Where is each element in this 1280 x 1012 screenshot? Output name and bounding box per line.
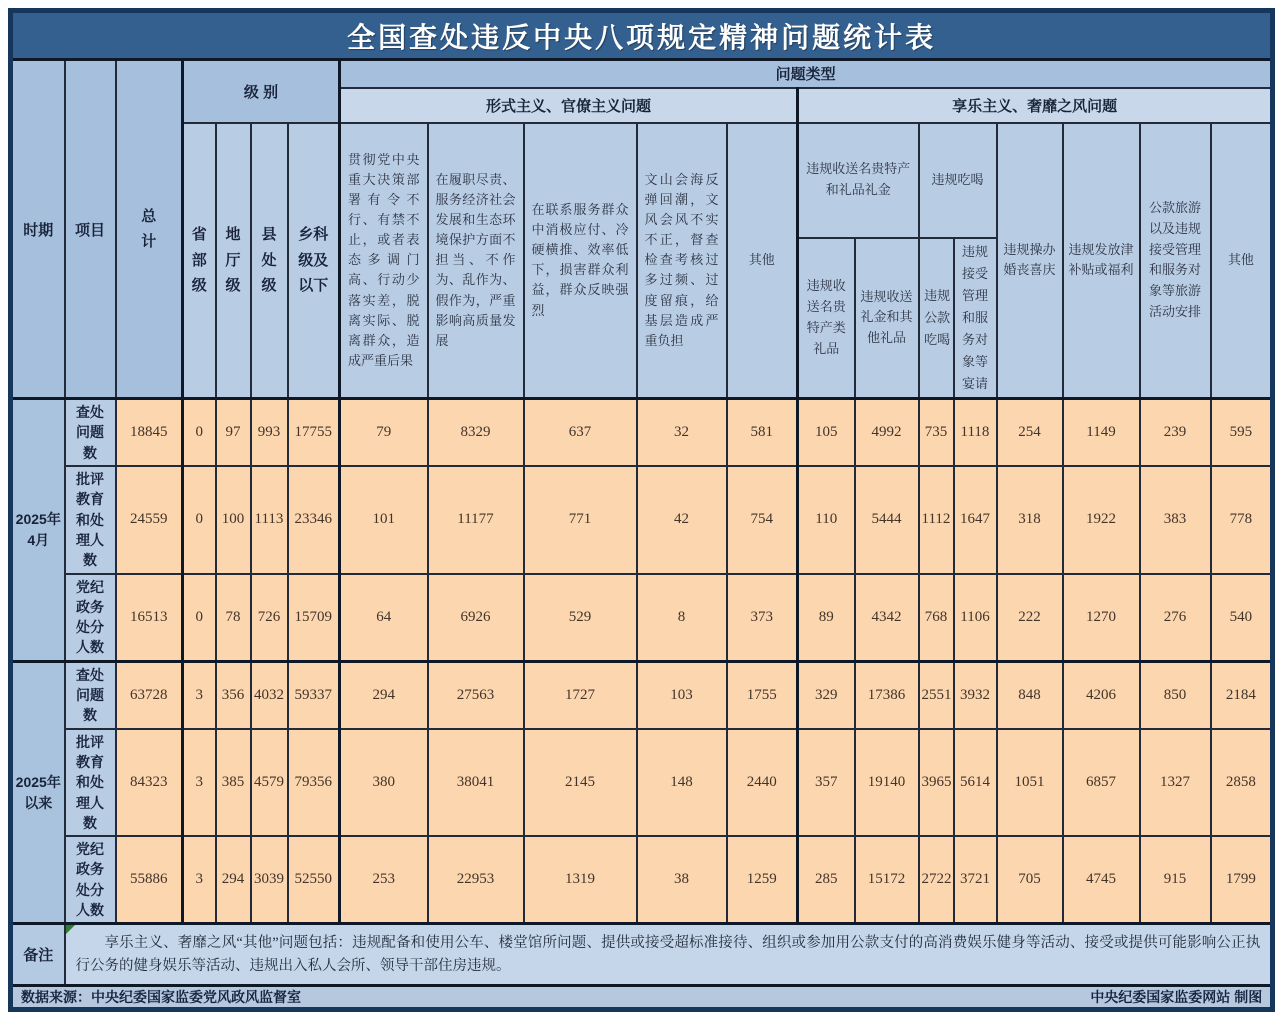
data-cell: 100 — [216, 466, 251, 573]
footer-cell — [11, 986, 1273, 1010]
data-cell: 529 — [524, 574, 637, 662]
data-cell: 3 — [183, 661, 216, 728]
data-cell: 726 — [251, 574, 288, 662]
data-cell: 103 — [637, 661, 727, 728]
data-cell: 2858 — [1211, 729, 1273, 836]
data-cell: 18845 — [116, 399, 183, 466]
data-cell: 148 — [637, 729, 727, 836]
col-header-gifts-group: 违规收送名贵特产和礼品礼金 — [798, 123, 919, 238]
data-cell: 97 — [216, 399, 251, 466]
data-cell: 27563 — [428, 661, 524, 728]
data-cell: 3932 — [954, 661, 997, 728]
title-row — [11, 11, 1273, 60]
statistics-table — [8, 8, 1275, 1012]
table-row — [11, 729, 1273, 836]
data-cell: 0 — [183, 399, 216, 466]
data-cell: 1799 — [1211, 836, 1273, 924]
col-header-level-group: 级 别 — [183, 60, 340, 123]
row-label: 查处问题数 — [65, 661, 116, 728]
data-cell: 1149 — [1063, 399, 1140, 466]
data-cell: 1113 — [251, 466, 288, 573]
col-header-formalism-3: 在联系服务群众中消极应付、冷硬横推、效率低下，损害群众利益，群众反映强烈 — [524, 123, 637, 399]
data-cell: 540 — [1211, 574, 1273, 662]
data-cell: 23346 — [288, 466, 340, 573]
data-cell: 2145 — [524, 729, 637, 836]
data-cell: 4745 — [1063, 836, 1140, 924]
data-cell: 15172 — [855, 836, 919, 924]
data-cell: 1259 — [727, 836, 798, 924]
col-header-dining-banquet: 违规接受管理和服务对象等宴请 — [954, 238, 997, 399]
note-row — [11, 924, 1273, 986]
data-cell: 16513 — [116, 574, 183, 662]
data-cell: 1270 — [1063, 574, 1140, 662]
data-cell: 993 — [251, 399, 288, 466]
row-label: 批评教育和处理人数 — [65, 466, 116, 573]
col-header-level-township: 乡科级及以下 — [288, 123, 340, 399]
data-cell: 373 — [727, 574, 798, 662]
data-cell: 735 — [919, 399, 954, 466]
data-cell: 0 — [183, 466, 216, 573]
data-cell: 0 — [183, 574, 216, 662]
col-header-formalism-band: 形式主义、官僚主义问题 — [340, 88, 798, 123]
note-text: 享乐主义、奢靡之风“其他”问题包括：违规配备和使用公车、楼堂馆所问题、提供或接受超标准接待、组织或参加用公款支付的高消费娱乐健身等活动、接受或提供可能影响公正执行公务的健身娱乐等活动、违规出入私人会所、领导干部住房违规。 — [75, 934, 1261, 974]
note-cell — [65, 924, 1273, 986]
data-cell: 318 — [997, 466, 1063, 573]
col-header-gifts-cash: 违规收送礼金和其他礼品 — [855, 238, 919, 399]
data-cell: 6857 — [1063, 729, 1140, 836]
col-header-level-province: 省部级 — [183, 123, 216, 399]
header-row-1 — [11, 60, 1273, 88]
table-row — [11, 574, 1273, 662]
col-header-hedonism-other: 其他 — [1211, 123, 1273, 399]
col-header-dining-group: 违规吃喝 — [919, 123, 997, 238]
data-cell: 705 — [997, 836, 1063, 924]
data-cell: 2722 — [919, 836, 954, 924]
data-cell: 1106 — [954, 574, 997, 662]
col-header-level-county: 县处级 — [251, 123, 288, 399]
data-cell: 1319 — [524, 836, 637, 924]
data-cell: 3039 — [251, 836, 288, 924]
data-cell: 38 — [637, 836, 727, 924]
data-cell: 4342 — [855, 574, 919, 662]
data-cell: 2440 — [727, 729, 798, 836]
cell-corner-marker — [66, 925, 75, 934]
data-cell: 276 — [1140, 574, 1211, 662]
data-cell: 2184 — [1211, 661, 1273, 728]
table-row — [11, 836, 1273, 924]
col-header-total-text: 总计 — [141, 207, 157, 251]
data-cell: 63728 — [116, 661, 183, 728]
data-cell: 22953 — [428, 836, 524, 924]
data-cell: 8 — [637, 574, 727, 662]
data-cell: 239 — [1140, 399, 1211, 466]
col-header-dining-public: 违规公款吃喝 — [919, 238, 954, 399]
data-cell: 32 — [637, 399, 727, 466]
footer-row — [11, 986, 1273, 1010]
data-cell: 4579 — [251, 729, 288, 836]
data-cell: 253 — [340, 836, 428, 924]
data-cell: 285 — [798, 836, 855, 924]
col-header-allowances: 违规发放津补贴或福利 — [1063, 123, 1140, 399]
data-cell: 222 — [997, 574, 1063, 662]
data-cell: 105 — [798, 399, 855, 466]
data-cell: 84323 — [116, 729, 183, 836]
data-cell: 4032 — [251, 661, 288, 728]
data-cell: 3721 — [954, 836, 997, 924]
data-cell: 768 — [919, 574, 954, 662]
data-cell: 79 — [340, 399, 428, 466]
data-cell: 3 — [183, 836, 216, 924]
data-cell: 4206 — [1063, 661, 1140, 728]
data-cell: 15709 — [288, 574, 340, 662]
data-cell: 89 — [798, 574, 855, 662]
data-cell: 24559 — [116, 466, 183, 573]
col-header-item: 项目 — [65, 60, 116, 399]
data-cell: 595 — [1211, 399, 1273, 466]
data-cell: 5444 — [855, 466, 919, 573]
col-header-level-prefecture: 地厅级 — [216, 123, 251, 399]
data-cell: 915 — [1140, 836, 1211, 924]
data-cell: 5614 — [954, 729, 997, 836]
data-cell: 1051 — [997, 729, 1063, 836]
data-cell: 357 — [798, 729, 855, 836]
row-label: 党纪政务处分人数 — [65, 574, 116, 662]
data-cell: 19140 — [855, 729, 919, 836]
data-cell: 1112 — [919, 466, 954, 573]
col-header-period: 时期 — [11, 60, 65, 399]
data-cell: 383 — [1140, 466, 1211, 573]
col-header-gifts-specialty: 违规收送名贵特产类礼品 — [798, 238, 855, 399]
header-row-3 — [11, 123, 1273, 238]
data-cell: 4992 — [855, 399, 919, 466]
row-label: 查处问题数 — [65, 399, 116, 466]
col-header-hedonism-band: 享乐主义、奢靡之风问题 — [798, 88, 1273, 123]
col-header-weddings: 违规操办婚丧喜庆 — [997, 123, 1063, 399]
data-cell: 3965 — [919, 729, 954, 836]
data-cell: 6926 — [428, 574, 524, 662]
col-header-formalism-2: 在履职尽责、服务经济社会发展和生态环境保护方面不担当、不作为、乱作为、假作为，严重影响高质量发展 — [428, 123, 524, 399]
statistics-table-sheet — [8, 8, 1275, 1012]
data-cell: 848 — [997, 661, 1063, 728]
data-cell: 8329 — [428, 399, 524, 466]
data-cell: 101 — [340, 466, 428, 573]
data-cell: 294 — [340, 661, 428, 728]
data-cell: 17386 — [855, 661, 919, 728]
data-cell: 78 — [216, 574, 251, 662]
data-cell: 11177 — [428, 466, 524, 573]
data-cell: 42 — [637, 466, 727, 573]
row-label: 批评教育和处理人数 — [65, 729, 116, 836]
table-row — [11, 466, 1273, 573]
note-label: 备注 — [11, 924, 65, 986]
table-row — [11, 661, 1273, 728]
period-label: 2025年以来 — [11, 661, 65, 924]
data-cell: 771 — [524, 466, 637, 573]
col-header-formalism-4: 文山会海反弹回潮，文风会风不实不正，督查检查考核过多过频、过度留痕，给基层造成严重负担 — [637, 123, 727, 399]
data-cell: 79356 — [288, 729, 340, 836]
data-cell: 2551 — [919, 661, 954, 728]
col-header-travel: 公款旅游以及违规接受管理和服务对象等旅游活动安排 — [1140, 123, 1211, 399]
data-cell: 1327 — [1140, 729, 1211, 836]
data-cell: 385 — [216, 729, 251, 836]
data-cell: 1727 — [524, 661, 637, 728]
data-cell: 754 — [727, 466, 798, 573]
data-cell: 52550 — [288, 836, 340, 924]
footer-credit: 中央纪委国家监委网站 制图 — [1090, 989, 1263, 1006]
data-cell: 329 — [798, 661, 855, 728]
col-header-problem-type: 问题类型 — [340, 60, 1273, 88]
data-cell: 380 — [340, 729, 428, 836]
data-cell: 64 — [340, 574, 428, 662]
data-cell: 294 — [216, 836, 251, 924]
data-cell: 637 — [524, 399, 637, 466]
data-cell: 55886 — [116, 836, 183, 924]
period-label: 2025年4月 — [11, 399, 65, 662]
row-label: 党纪政务处分人数 — [65, 836, 116, 924]
data-cell: 1647 — [954, 466, 997, 573]
data-cell: 1118 — [954, 399, 997, 466]
data-cell: 581 — [727, 399, 798, 466]
data-cell: 1922 — [1063, 466, 1140, 573]
footer-source: 数据来源：中央纪委国家监委党风政风监督室 — [21, 989, 301, 1006]
data-cell: 254 — [997, 399, 1063, 466]
data-cell: 356 — [216, 661, 251, 728]
col-header-formalism-other: 其他 — [727, 123, 798, 399]
col-header-total — [116, 60, 183, 399]
data-cell: 110 — [798, 466, 855, 573]
data-cell: 3 — [183, 729, 216, 836]
data-cell: 38041 — [428, 729, 524, 836]
col-header-formalism-1: 贯彻党中央重大决策部署有令不行、有禁不止，或者表态多调门高、行动少落实差，脱离实际、脱离群众，造成严重后果 — [340, 123, 428, 399]
data-cell: 850 — [1140, 661, 1211, 728]
page-title: 全国查处违反中央八项规定精神问题统计表 — [11, 11, 1273, 60]
table-row — [11, 399, 1273, 466]
data-cell: 59337 — [288, 661, 340, 728]
data-cell: 17755 — [288, 399, 340, 466]
data-cell: 1755 — [727, 661, 798, 728]
data-cell: 778 — [1211, 466, 1273, 573]
